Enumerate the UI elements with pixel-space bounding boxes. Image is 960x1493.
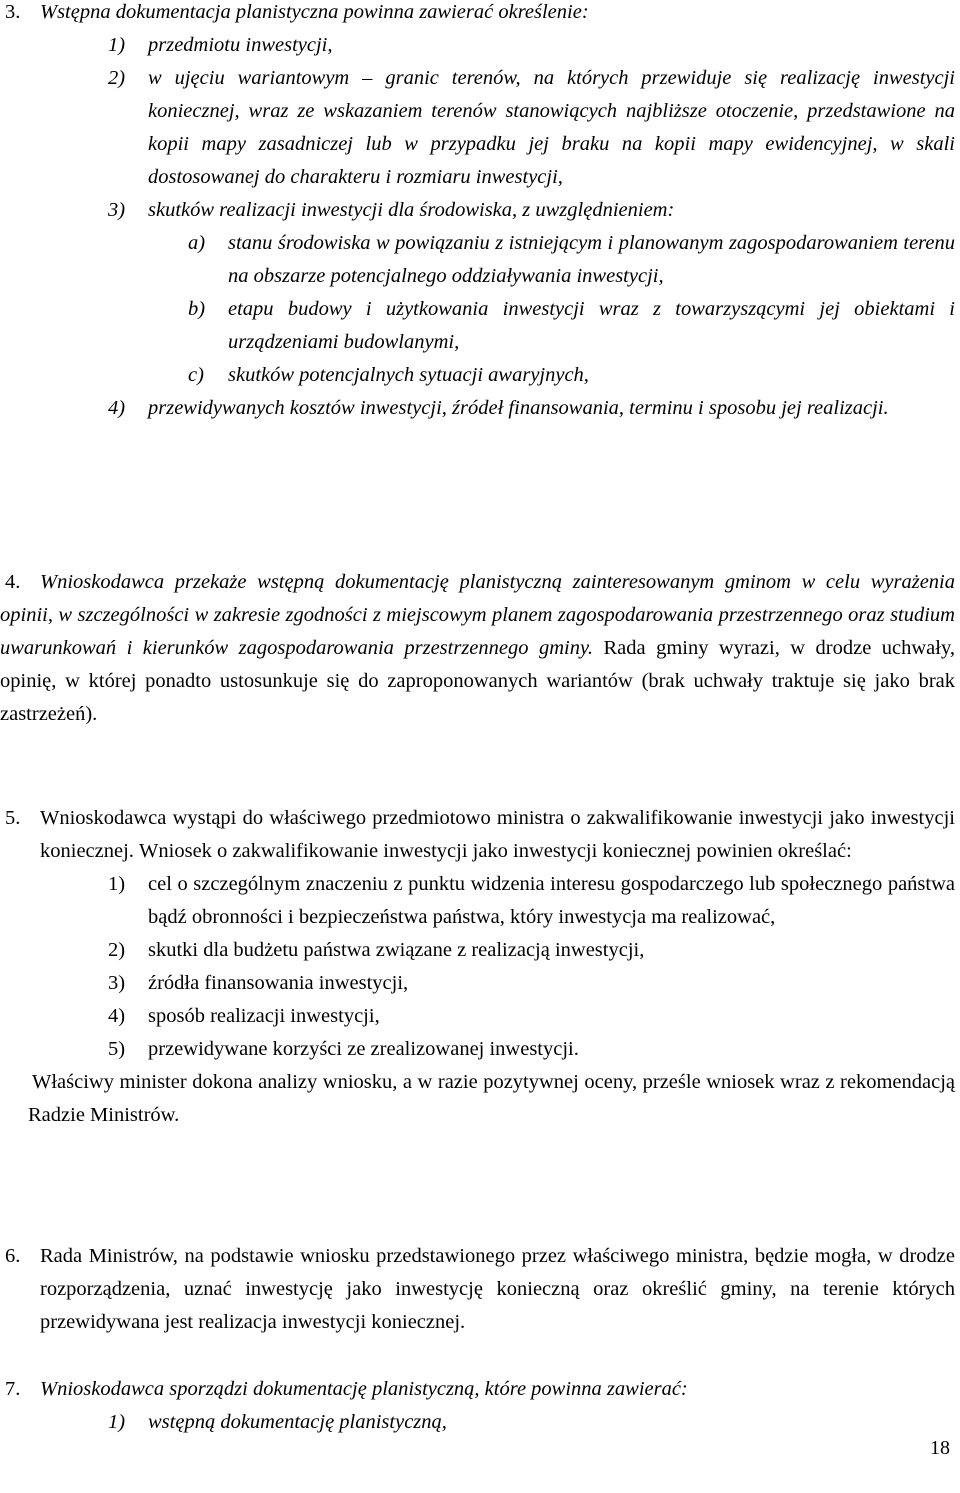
page-number: 18 <box>930 1437 950 1459</box>
list-item-text: w ujęciu wariantowym – granic terenów, na których przewiduje się realizację inwestycji koniecznej, wraz ze wskazaniem terenów stanowiących najbliższe otoczenie, przedstawione na kopii mapy zasadniczej lub w przypadku jej braku na kopii mapy ewidencyjnej, w skali dostosowanej do charakteru i rozmiaru inwestycji, <box>148 67 955 188</box>
section-intro: Wstępna dokumentacja planistyczna powinna zawierać określenie: <box>40 1 589 23</box>
list-item-number: 5) <box>108 1038 126 1060</box>
list-item <box>108 62 955 194</box>
list-item-number: 4) <box>108 397 126 419</box>
section-number: 4. <box>5 571 21 593</box>
section-6 <box>0 1240 955 1339</box>
sub-list-item <box>188 293 955 359</box>
list-item <box>108 1000 955 1033</box>
section-number: 7. <box>5 1378 21 1400</box>
section-number: 3. <box>5 1 21 23</box>
list-item-number: 3) <box>108 199 126 221</box>
section-number: 6. <box>5 1245 21 1267</box>
list-item-text: przewidywane korzyści ze zrealizowanej inwestycji. <box>148 1038 579 1060</box>
section-text-part: Rada gminy wyrazi, w drodze uchwały, opinię, w której ponadto ustosunkuje się do zaproponowanych wariantów (brak uchwały traktuje się jako brak zastrzeżeń). <box>0 637 955 725</box>
sub-list-item <box>188 227 955 293</box>
section-text-part: Wnioskodawca wystąpi do właściwego przedmiotowo ministra o zakwalifikowanie inwestycji jako inwestycji koniecznej. <box>40 807 955 862</box>
list-item-text: wstępną dokumentację planistyczną, <box>148 1411 447 1433</box>
section-3 <box>0 0 955 425</box>
sub-list-item-text: skutków potencjalnych sytuacji awaryjnych, <box>228 364 589 386</box>
list-item-number: 1) <box>108 873 126 895</box>
sub-list-item-text: etapu budowy i użytkowania inwestycji wraz z towarzyszącymi jej obiektami i urządzeniami budowlanymi, <box>228 298 955 353</box>
section-intro: Wnioskodawca sporządzi dokumentację planistyczną, które powinna zawierać: <box>40 1378 688 1400</box>
section-5 <box>0 802 955 1132</box>
list-item-number: 4) <box>108 1005 126 1027</box>
list-item-text: skutków realizacji inwestycji dla środowiska, z uwzględnieniem: <box>148 199 675 221</box>
list-item <box>108 1406 955 1439</box>
section-text-part: Wniosek o zakwalifikowanie inwestycji jako inwestycji koniecznej powinien określać: <box>139 840 852 862</box>
list-item-text: sposób realizacji inwestycji, <box>148 1005 380 1027</box>
list-item <box>108 29 955 62</box>
list-item <box>108 194 955 227</box>
list-item-number: 2) <box>108 939 126 961</box>
section-7 <box>0 1373 955 1439</box>
sub-list-item-text: stanu środowiska w powiązaniu z istniejącym i planowanym zagospodarowaniem terenu na obszarze potencjalnego oddziaływania inwestycji, <box>228 232 955 287</box>
list-item-text: przewidywanych kosztów inwestycji, źródeł finansowania, terminu i sposobu jej realizacji. <box>148 397 889 419</box>
section-text-part: Wnioskodawca przekaże wstępną dokumentację planistyczną zainteresowanym gminom w celu wyrażenia opinii, w szczególności w zakresie zgodności z miejscowym planem zagospodarowania przestrzennego oraz studium uwarunkowań i kierunków zagospodarowania przestrzennego gminy. <box>0 571 955 659</box>
list-item-number: 1) <box>108 34 126 56</box>
section-closing: Właściwy minister dokona analizy wniosku, a w razie pozytywnej oceny, prześle wniosek wraz z rekomendacją Radzie Ministrów. <box>28 1071 955 1126</box>
list-item-text: źródła finansowania inwestycji, <box>148 972 409 994</box>
list-item <box>108 868 955 934</box>
section-text <box>40 802 955 868</box>
list-item <box>108 392 955 425</box>
list-item-text: cel o szczególnym znaczeniu z punktu widzenia interesu gospodarczego lub społecznego państwa bądź obronności i bezpieczeństwa państwa, który inwestycja ma realizować, <box>148 873 955 928</box>
list-item-number: 1) <box>108 1411 126 1433</box>
section-4 <box>0 566 955 731</box>
list-item <box>108 934 955 967</box>
sub-list-item-letter: c) <box>188 364 204 386</box>
list-item-text: skutki dla budżetu państwa związane z realizacją inwestycji, <box>148 939 645 961</box>
section-text <box>0 566 955 731</box>
list-item <box>108 1033 955 1066</box>
section-number: 5. <box>5 807 21 829</box>
sub-list-item-letter: b) <box>188 298 206 320</box>
sub-list-item <box>188 359 955 392</box>
list-item-number: 3) <box>108 972 126 994</box>
section-text: Rada Ministrów, na podstawie wniosku przedstawionego przez właściwego ministra, będzie mogła, w drodze rozporządzenia, uznać inwestycję jako inwestycję konieczną oraz określić gminy, na terenie których przewidywana jest realizacja inwestycji koniecznej. <box>40 1245 955 1333</box>
sub-list-item-letter: a) <box>188 232 206 254</box>
list-item <box>108 967 955 1000</box>
list-item-text: przedmiotu inwestycji, <box>148 34 333 56</box>
list-item-number: 2) <box>108 67 126 89</box>
